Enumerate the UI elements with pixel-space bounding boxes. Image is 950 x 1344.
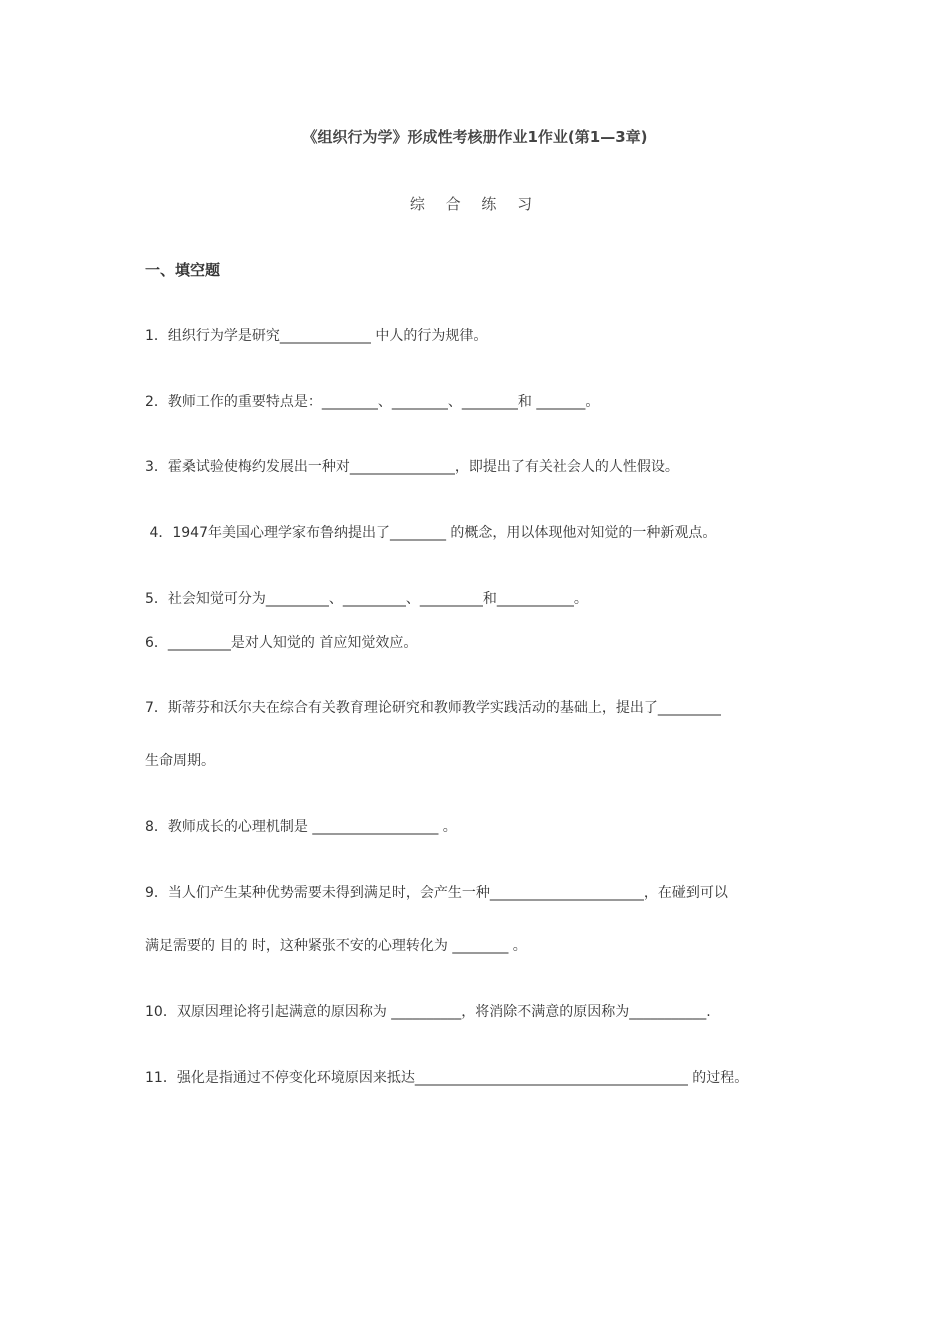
question-6: 6．_________是对人知觉的 首应知觉效应。 bbox=[145, 635, 418, 651]
question-10: 10．双原因理论将引起满意的原因称为 __________，将消除不满意的原因称为___________. bbox=[145, 1004, 711, 1020]
question-3: 3．霍桑试验使梅约发展出一种对_______________，即提出了有关社会人的人性假设。 bbox=[145, 459, 679, 475]
question-7-continued: 生命周期。 bbox=[145, 753, 215, 769]
question-2: 2．教师工作的重要特点是：________、________、________和 _______。 bbox=[145, 394, 600, 410]
section-heading: 一、填空题 bbox=[145, 261, 221, 279]
document-subtitle: 综 合 练 习 bbox=[409, 195, 541, 213]
question-7: 7．斯蒂芬和沃尔夫在综合有关教育理论研究和教师教学实践活动的基础上，提出了_________ bbox=[145, 700, 721, 716]
question-8: 8．教师成长的心理机制是 __________________ 。 bbox=[145, 819, 457, 835]
question-9-continued: 满足需要的 目的 时，这种紧张不安的心理转化为 ________ 。 bbox=[145, 938, 527, 954]
question-11: 11．强化是指通过不停变化环境原因来抵达_______________________________________ 的过程。 bbox=[145, 1070, 749, 1086]
document-title: 《组织行为学》形成性考核册作业1作业(第1—3章) bbox=[302, 128, 648, 146]
question-1: 1．组织行为学是研究_____________ 中人的行为规律。 bbox=[145, 328, 488, 344]
question-5: 5．社会知觉可分为_________、_________、_________和___________。 bbox=[145, 591, 588, 607]
question-4: 4．1947年美国心理学家布鲁纳提出了________ 的概念，用以体现他对知觉的一种新观点。 bbox=[145, 525, 717, 541]
question-9: 9．当人们产生某种优势需要未得到满足时，会产生一种______________________，在碰到可以 bbox=[145, 885, 728, 901]
